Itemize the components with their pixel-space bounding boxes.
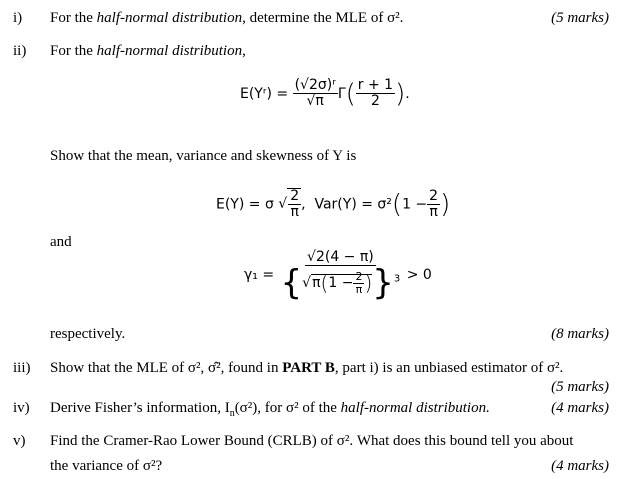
fraction-denominator: 2 bbox=[370, 93, 380, 110]
paren-close: ) bbox=[364, 271, 373, 296]
item-label-v: v) bbox=[13, 433, 26, 449]
text-segment: For the bbox=[50, 43, 97, 59]
fraction bbox=[356, 78, 395, 110]
item-label-i: i) bbox=[13, 10, 23, 26]
fraction-numerator: 2 bbox=[290, 188, 300, 204]
skew-rhs: > 0 bbox=[406, 267, 432, 284]
variance-lhs: Var(Y) = σ² bbox=[314, 196, 392, 213]
pi-symbol: π bbox=[312, 275, 321, 292]
period: . bbox=[405, 85, 410, 102]
mean-variance-formula bbox=[216, 188, 450, 221]
text-italic: half-normal distribution. bbox=[340, 400, 490, 416]
fraction-denominator: π bbox=[290, 204, 299, 221]
brace-close: } bbox=[372, 263, 394, 304]
comma: , bbox=[301, 196, 306, 213]
marks-i: (5 marks) bbox=[551, 10, 609, 26]
fraction-numerator: 2 bbox=[355, 269, 363, 283]
fraction-numerator: r + 1 bbox=[357, 77, 394, 93]
show-text: Show that the mean, variance and skewness of Y is bbox=[50, 148, 357, 164]
paren-open: ( bbox=[320, 271, 329, 296]
text-segment: For the bbox=[50, 10, 97, 26]
formula-lhs: E(Yʳ) = bbox=[240, 85, 289, 102]
text-segment: , bbox=[242, 43, 246, 59]
one-minus: 1 − bbox=[402, 196, 428, 213]
fraction-numerator: 2 bbox=[429, 187, 439, 204]
fraction-denominator: π bbox=[355, 282, 363, 296]
moment-formula bbox=[240, 78, 410, 110]
text-italic: half-normal distribution bbox=[96, 43, 243, 59]
skew-lhs: γ₁ = bbox=[244, 267, 275, 284]
item-label-iii: iii) bbox=[13, 360, 31, 376]
sqrt-body bbox=[311, 269, 373, 296]
one-minus: 1 − bbox=[328, 275, 354, 292]
fraction-denominator: π bbox=[429, 203, 438, 220]
exponent: 3 bbox=[393, 273, 401, 285]
paren-open: ( bbox=[345, 78, 356, 109]
respectively-text: respectively. bbox=[50, 326, 126, 342]
fraction-denominator: {√π(1 − $\frac{2}{\pi}$ )}$^3$ bbox=[280, 263, 401, 304]
text-italic: half-normal distribution bbox=[96, 10, 243, 26]
marks-v: (4 marks) bbox=[551, 458, 609, 474]
item-label-iv: iv) bbox=[13, 400, 30, 416]
fraction bbox=[353, 271, 364, 296]
and-text: and bbox=[50, 234, 72, 250]
skewness-formula bbox=[244, 249, 432, 304]
fraction-denominator: √π bbox=[306, 93, 324, 110]
text-segment: Derive Fisher’s information, I bbox=[50, 400, 230, 416]
paren-open: ( bbox=[391, 189, 403, 220]
marks-iii: (5 marks) bbox=[551, 379, 609, 395]
fraction bbox=[293, 78, 338, 110]
fraction-numerator: (√2σ)ʳ bbox=[294, 77, 336, 93]
mean-lhs: E(Y) = σ bbox=[216, 196, 274, 213]
text-segment: Show that the MLE of σ², σ̂², found in bbox=[50, 360, 283, 376]
text-segment: , part i) is an unbiased estimator of σ². bbox=[334, 360, 564, 376]
brace-open: { bbox=[280, 263, 303, 304]
paren-close: ) bbox=[395, 78, 406, 109]
gamma-symbol: Γ bbox=[337, 85, 346, 102]
text-segment: , determine the MLE of σ². bbox=[242, 10, 404, 26]
item-text-i bbox=[50, 10, 403, 27]
fraction bbox=[427, 189, 440, 221]
fraction-numerator: √2(4 − π) bbox=[307, 249, 374, 265]
fraction bbox=[287, 188, 301, 221]
item-text-v-line1: Find the Cramer-Rao Lower Bound (CRLB) of σ². What does this bound tell you about bbox=[50, 433, 574, 449]
item-label-ii: ii) bbox=[13, 43, 27, 59]
item-text-iv bbox=[50, 400, 490, 419]
text-segment: (σ²), for σ² of the bbox=[234, 400, 341, 416]
text-bold: PART B bbox=[282, 360, 335, 376]
skew-fraction bbox=[279, 249, 403, 304]
sqrt: √ $\frac{2}{\pi}$ bbox=[278, 188, 300, 221]
subscript: n bbox=[229, 408, 235, 419]
marks-ii: (8 marks) bbox=[551, 326, 609, 342]
item-text-ii bbox=[50, 43, 246, 60]
item-text-v-line2: the variance of σ²? bbox=[50, 458, 163, 474]
paren-close: ) bbox=[440, 189, 451, 220]
item-text-iii bbox=[50, 360, 563, 377]
marks-iv: (4 marks) bbox=[551, 400, 609, 416]
